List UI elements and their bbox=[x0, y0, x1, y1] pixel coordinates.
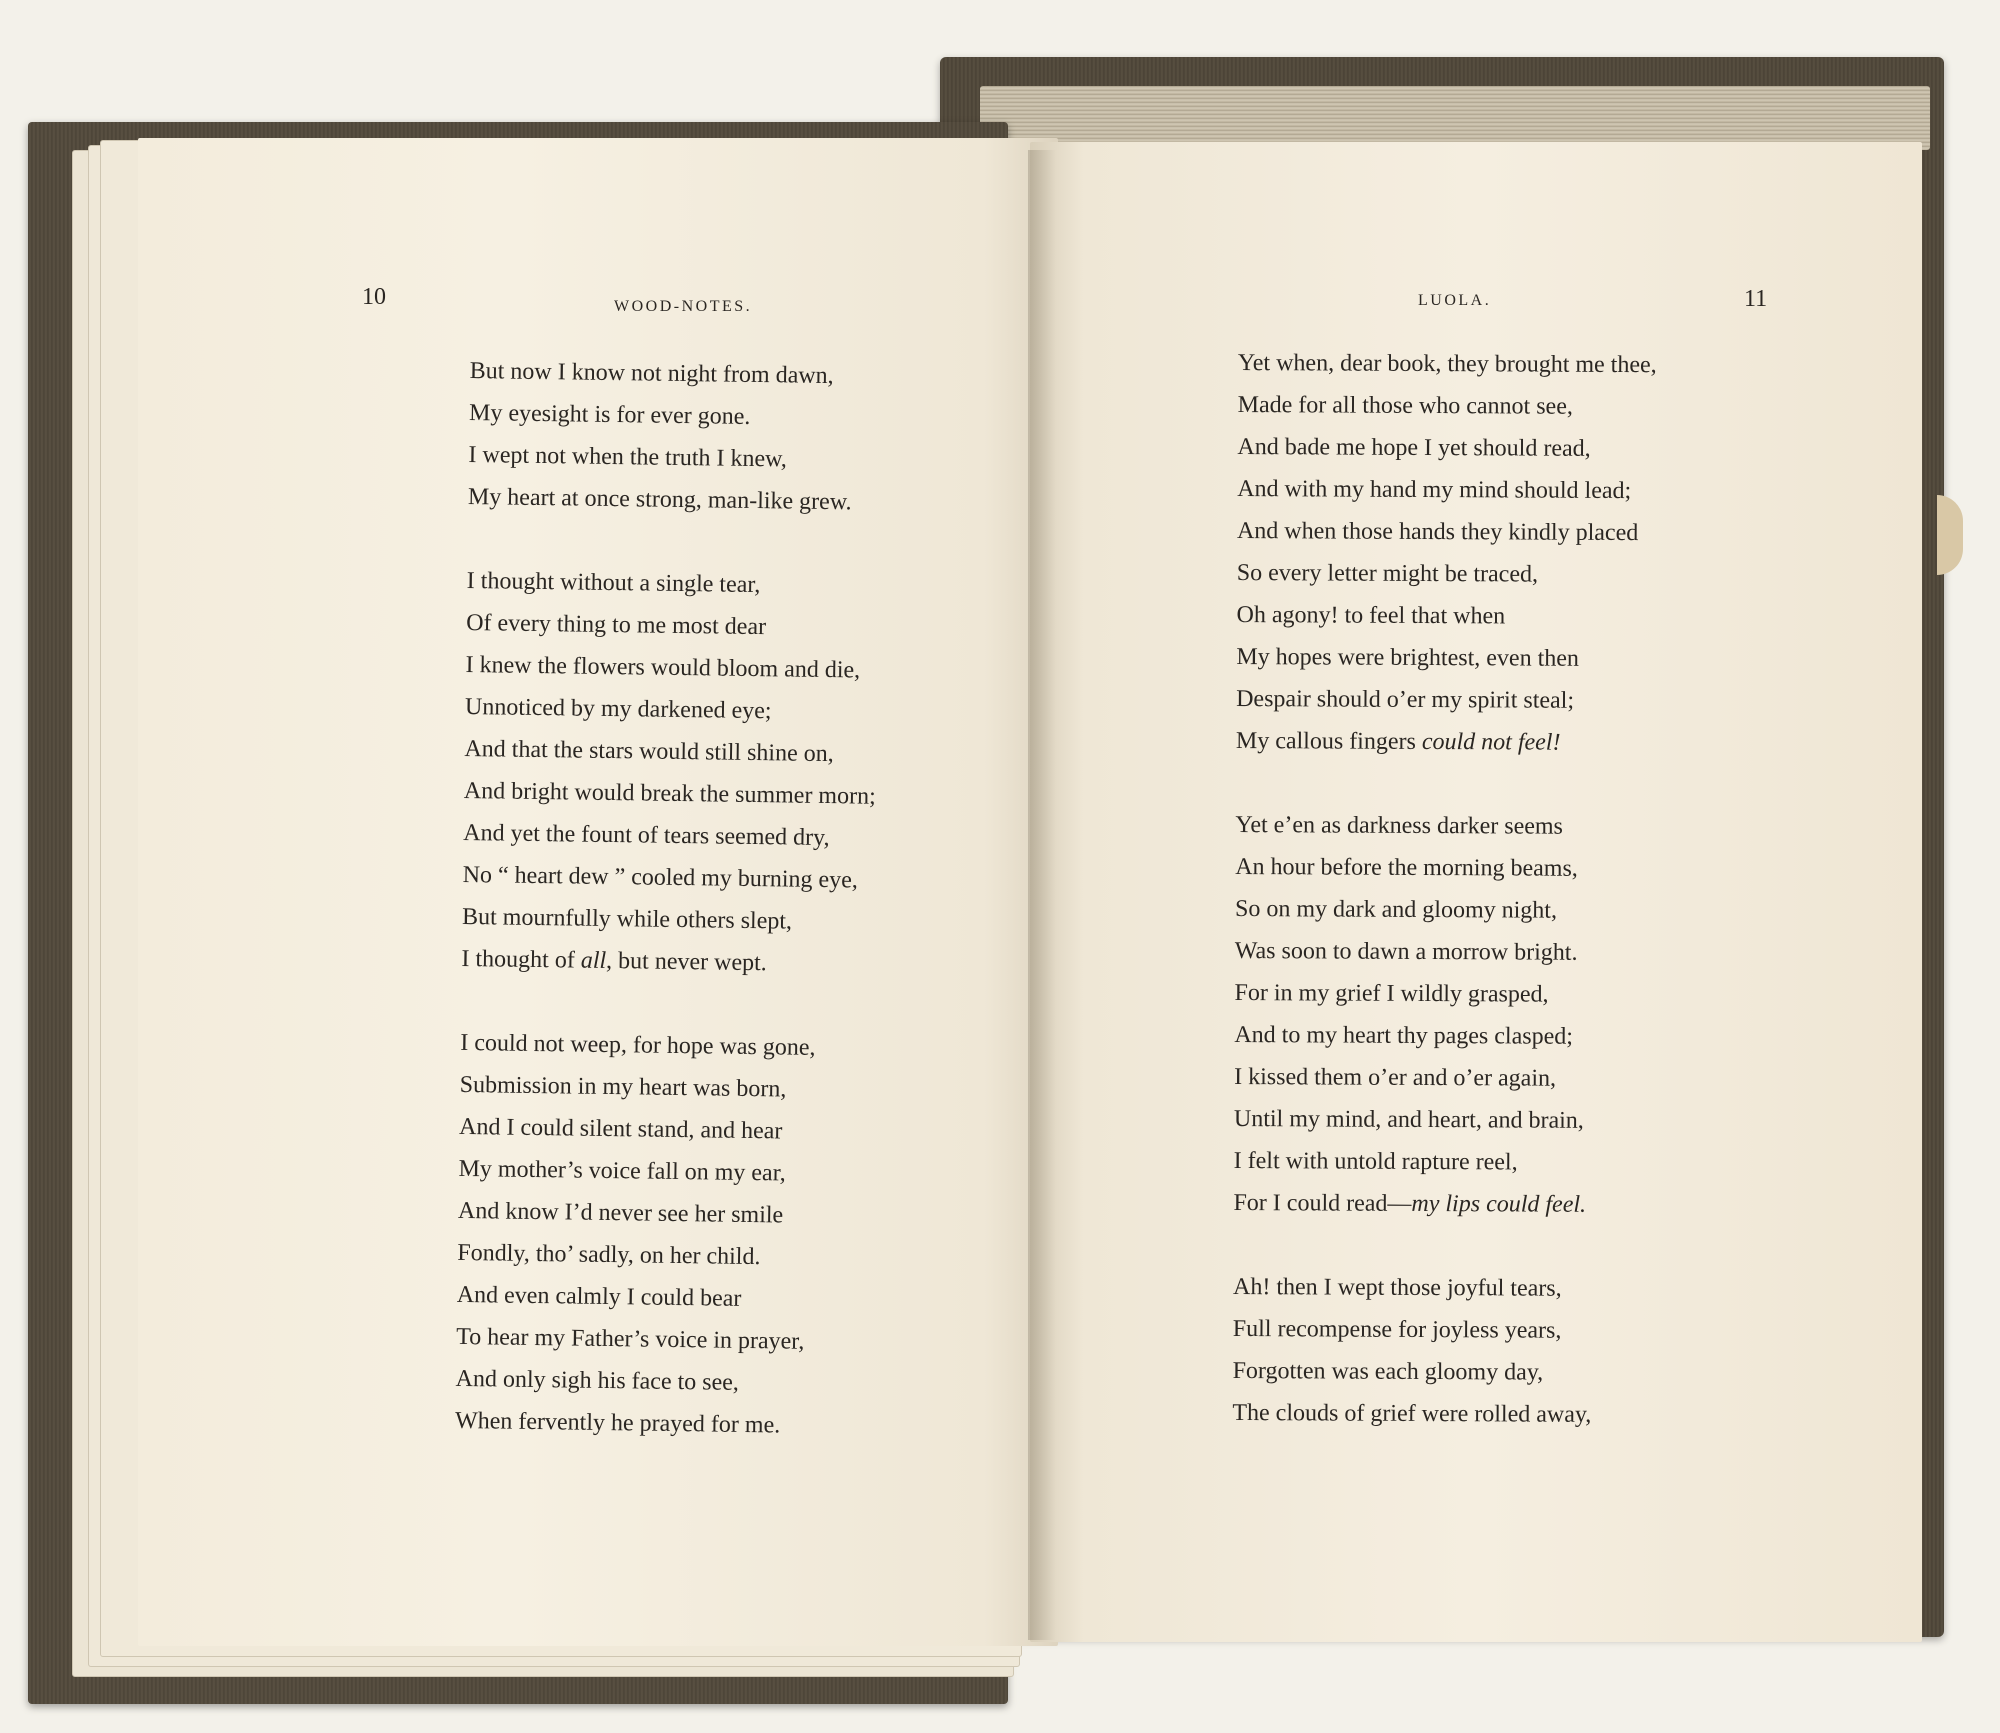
page-number: 11 bbox=[1744, 286, 1768, 312]
italic-emphasis: my lips could feel. bbox=[1411, 1190, 1587, 1218]
verse-line-start: My callous fingers bbox=[1235, 727, 1422, 755]
verse-line: Of every thing to me most dear bbox=[466, 609, 767, 641]
verse-line: Despair should o’er my spirit steal; bbox=[1236, 685, 1575, 714]
verse-line: So every letter might be traced, bbox=[1236, 559, 1539, 588]
verse-line: Was soon to dawn a morrow bright. bbox=[1234, 937, 1578, 966]
verse-line: I knew the flowers would bloom and die, bbox=[465, 651, 861, 684]
verse-line: My heart at once strong, man-like grew. bbox=[467, 483, 852, 516]
verse-line: Until my mind, and heart, and brain, bbox=[1233, 1105, 1584, 1134]
italic-emphasis: could not feel! bbox=[1421, 728, 1561, 756]
page-number: 10 bbox=[362, 284, 386, 310]
verse-line: I wept not when the truth I knew, bbox=[468, 441, 788, 473]
running-head: WOOD-NOTES. bbox=[614, 298, 753, 315]
italic-emphasis: all bbox=[580, 947, 607, 974]
torn-page-edge bbox=[1937, 495, 1963, 575]
verse-line: No “ heart dew ” cooled my burning eye, bbox=[462, 861, 859, 894]
verse-line: And bright would break the summer morn; bbox=[463, 777, 876, 810]
stanza-break bbox=[1233, 1224, 1652, 1268]
verse-line: And yet the fount of tears seemed dry, bbox=[463, 819, 830, 852]
left-page bbox=[138, 138, 1058, 1646]
verse-line bbox=[1233, 1182, 1652, 1226]
stanza-break bbox=[1236, 762, 1655, 806]
verse-line: Oh agony! to feel that when bbox=[1236, 601, 1506, 630]
verse-line-end: , but never wept. bbox=[605, 947, 767, 977]
verse-line: And only sigh his face to see, bbox=[455, 1365, 740, 1396]
verse-line: Forgotten was each gloomy day, bbox=[1232, 1357, 1544, 1386]
book-gutter bbox=[1028, 150, 1056, 1640]
verse-line: And bade me hope I yet should read, bbox=[1237, 433, 1591, 462]
verse-line: But mournfully while others slept, bbox=[461, 903, 793, 935]
verse-line: I felt with untold rapture reel, bbox=[1233, 1147, 1518, 1176]
verse-line: To hear my Father’s voice in prayer, bbox=[456, 1323, 805, 1355]
verse-line: Unnoticed by my darkened eye; bbox=[464, 693, 772, 725]
verse-line: And that the stars would still shine on, bbox=[464, 735, 834, 768]
verse-line: Full recompense for joyless years, bbox=[1232, 1315, 1562, 1344]
verse-line: My mother’s voice fall on my ear, bbox=[458, 1155, 786, 1187]
page-block-top-edge bbox=[980, 86, 1930, 150]
verse-line: I thought without a single tear, bbox=[466, 567, 761, 599]
verse-line: An hour before the morning beams, bbox=[1235, 853, 1578, 882]
verse-line: I could not weep, for hope was gone, bbox=[460, 1029, 816, 1061]
verse-line: For in my grief I wildly grasped, bbox=[1234, 979, 1549, 1008]
verse-line: The clouds of grief were rolled away, bbox=[1232, 1399, 1592, 1428]
verse-line: And with my hand my mind should lead; bbox=[1237, 475, 1632, 505]
verse-line-start: I thought of bbox=[461, 945, 581, 974]
verse-line: Ah! then I wept those joyful tears, bbox=[1232, 1273, 1562, 1302]
verse-line: And even calmly I could bear bbox=[456, 1281, 742, 1312]
verse-line: Submission in my heart was born, bbox=[459, 1071, 787, 1103]
verse-line: And when those hands they kindly placed bbox=[1236, 517, 1639, 547]
right-page bbox=[1030, 142, 1922, 1642]
verse-line: My eyesight is for ever gone. bbox=[468, 399, 751, 430]
verse-line bbox=[461, 938, 873, 986]
verse-line: Yet e’en as darkness darker seems bbox=[1235, 811, 1564, 840]
poem-text bbox=[455, 350, 882, 1448]
stanza-break bbox=[467, 518, 879, 566]
verse-line: Yet when, dear book, they brought me thee, bbox=[1237, 349, 1657, 379]
poem-text bbox=[1232, 342, 1657, 1436]
verse-line: So on my dark and gloomy night, bbox=[1234, 895, 1558, 924]
verse-line: And know I’d never see her smile bbox=[457, 1197, 784, 1229]
verse-line: But now I know not night from dawn, bbox=[469, 357, 834, 390]
verse-line: Fondly, tho’ sadly, on her child. bbox=[457, 1239, 761, 1271]
verse-line bbox=[1236, 720, 1655, 764]
verse-line-start: For I could read— bbox=[1233, 1189, 1412, 1217]
verse-line: And I could silent stand, and hear bbox=[458, 1113, 783, 1145]
verse-line: I kissed them o’er and o’er again, bbox=[1234, 1063, 1557, 1092]
stanza-break bbox=[461, 980, 873, 1028]
verse-line: My hopes were brightest, even then bbox=[1236, 643, 1579, 672]
verse-line: And to my heart thy pages clasped; bbox=[1234, 1021, 1574, 1050]
verse-line: When fervently he prayed for me. bbox=[454, 1407, 781, 1439]
verse-line: Made for all those who cannot see, bbox=[1237, 391, 1573, 420]
running-head: LUOLA. bbox=[1418, 292, 1492, 309]
